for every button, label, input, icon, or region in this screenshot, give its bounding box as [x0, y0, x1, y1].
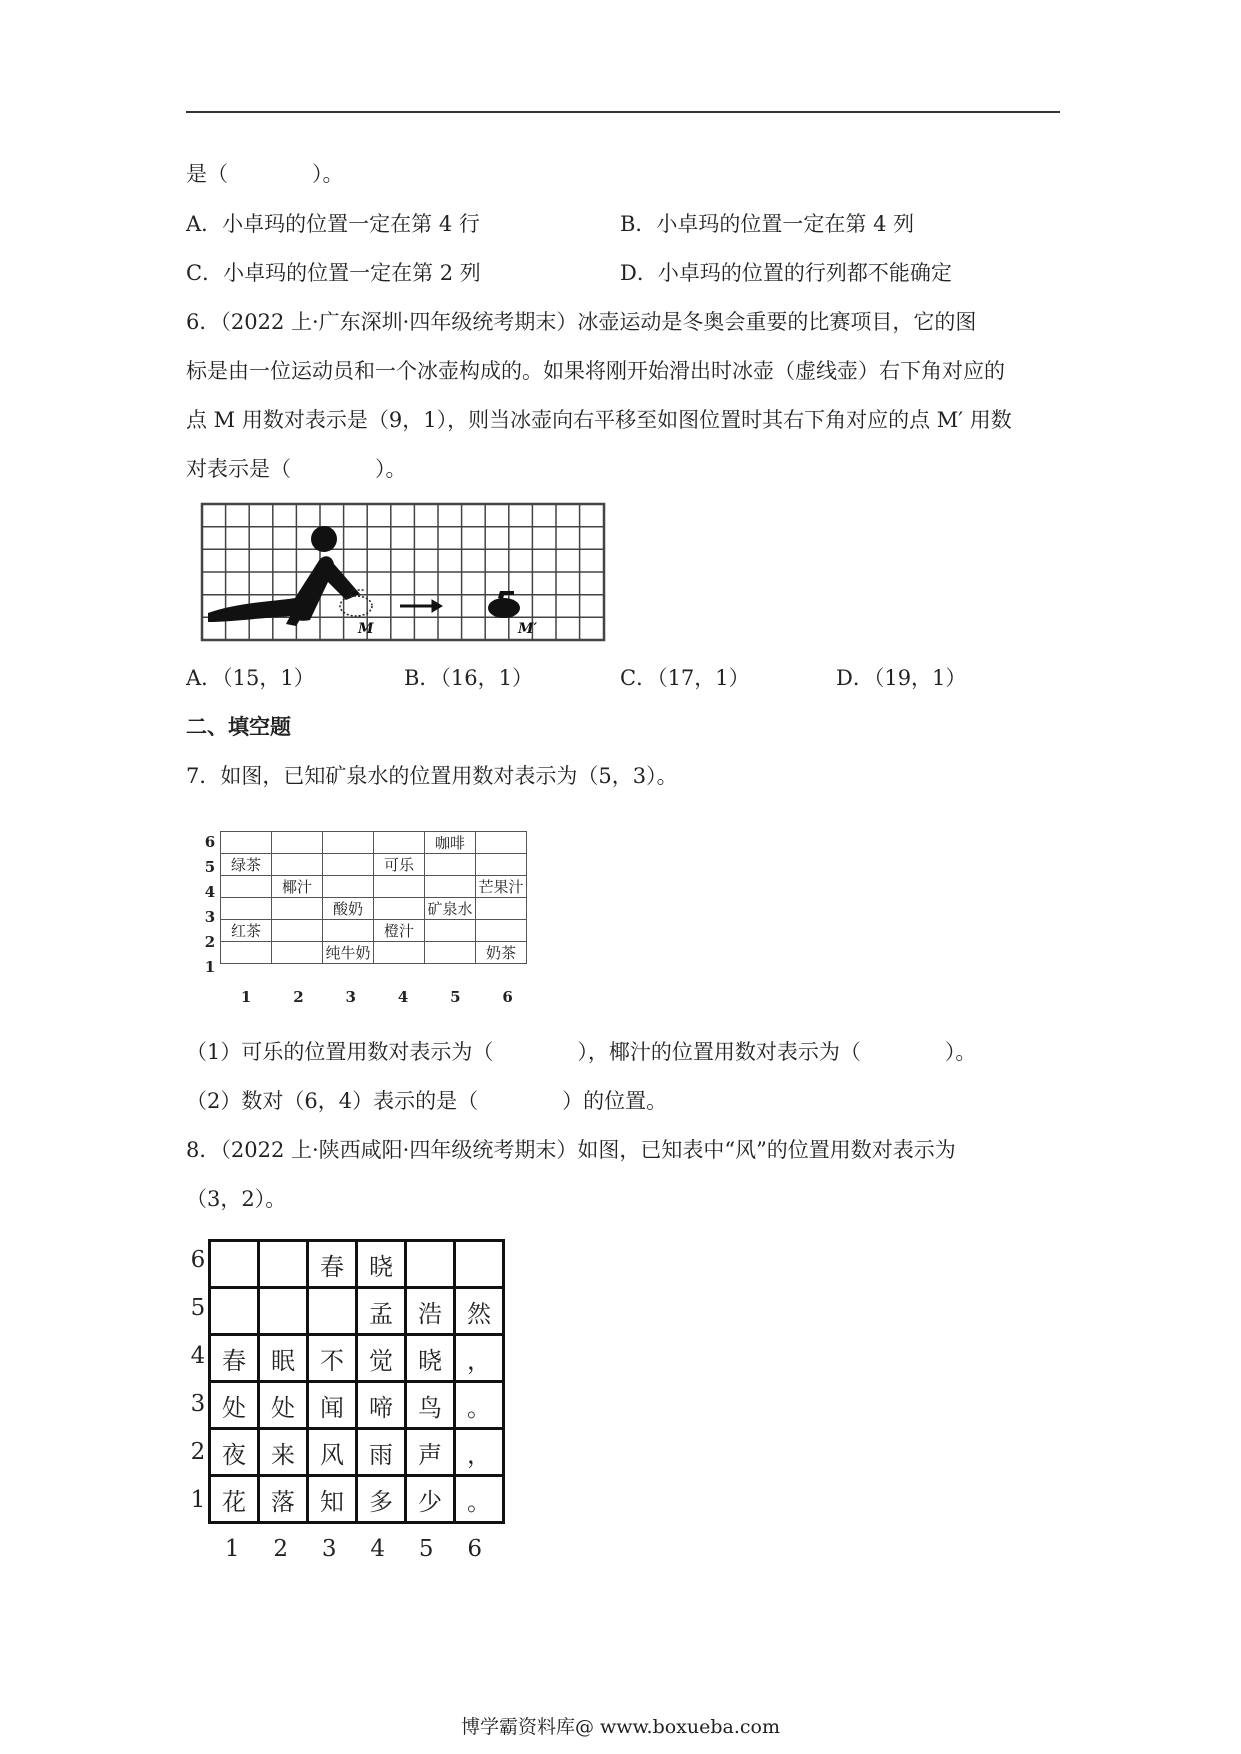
col-label: 1: [224, 1536, 240, 1562]
col-label: 1: [240, 988, 252, 1006]
grid-cell: 浩: [406, 1288, 455, 1335]
grid-cell: 多: [357, 1476, 406, 1523]
header-rule: [186, 111, 1060, 113]
grid-cell: [323, 832, 374, 854]
col-label: 6: [502, 988, 513, 1006]
col-label: 4: [370, 1536, 386, 1562]
grid-cell: [425, 920, 476, 942]
grid-row: [221, 920, 527, 942]
point-m-label: M: [358, 621, 374, 637]
grid-cell: [272, 920, 323, 942]
grid-cell: 晓: [357, 1241, 406, 1288]
grid-row: [210, 1429, 504, 1476]
grid-cell: 鸟: [406, 1382, 455, 1429]
row-label: 5: [204, 858, 216, 876]
col-label: 5: [450, 988, 461, 1006]
grid-cell: 椰汁: [272, 876, 323, 898]
col-label: 3: [321, 1536, 337, 1562]
row-label: 4: [190, 1343, 206, 1369]
grid-cell: 啼: [357, 1382, 406, 1429]
row-label: 2: [204, 933, 216, 951]
row-label: 5: [190, 1295, 206, 1321]
grid-cell: [259, 1288, 308, 1335]
grid-cell: 。: [455, 1476, 504, 1523]
grid-cell: [476, 898, 527, 920]
grid-cell: [323, 854, 374, 876]
q6-line-2: 标是由一位运动员和一个冰壶构成的。如果将刚开始滑出时冰壶（虚线壶）右下角对应的: [186, 359, 1005, 383]
grid-cell: [221, 832, 272, 854]
grid-cell: 红茶: [221, 920, 272, 942]
col-label: 2: [273, 1536, 289, 1562]
grid-cell: [323, 920, 374, 942]
grid-cell: 酸奶: [323, 898, 374, 920]
grid-cell: [323, 876, 374, 898]
grid-cell: ，: [455, 1429, 504, 1476]
q5-option-b[interactable]: B．小卓玛的位置一定在第 4 列: [620, 212, 915, 236]
row-label: 1: [190, 1487, 206, 1513]
q5-option-c[interactable]: C．小卓玛的位置一定在第 2 列: [186, 261, 481, 285]
q7-grid: [220, 831, 527, 964]
q8-line-1: 8．（2022 上·陕西咸阳·四年级统考期末）如图，已知表中“风”的位置用数对表示为: [186, 1138, 956, 1162]
grid-row: [221, 876, 527, 898]
grid-row: [221, 942, 527, 964]
grid-cell: 孟: [357, 1288, 406, 1335]
grid-row: [210, 1382, 504, 1429]
grid-row: [221, 854, 527, 876]
q5-option-a[interactable]: A．小卓玛的位置一定在第 4 行: [186, 212, 480, 236]
q6-line-3: 点 M 用数对表示是（9，1），则当冰壶向右平移至如图位置时其右下角对应的点 M′ 用数: [186, 408, 1012, 432]
grid-cell: [455, 1241, 504, 1288]
q8-grid: [208, 1239, 505, 1524]
grid-cell: [476, 832, 527, 854]
grid-row: [210, 1288, 504, 1335]
q6-line-4: 对表示是（ ）。: [186, 457, 407, 481]
curling-grid: [202, 504, 604, 640]
athlete-icon: [208, 526, 360, 626]
grid-row: [221, 898, 527, 920]
grid-cell: 风: [308, 1429, 357, 1476]
grid-cell: [476, 854, 527, 876]
grid-cell: 然: [455, 1288, 504, 1335]
grid-cell: 纯牛奶: [323, 942, 374, 964]
q7-sub-2: （2）数对（6，4）表示的是（ ）的位置。: [186, 1089, 668, 1113]
section-title: 二、填空题: [186, 715, 291, 739]
row-label: 6: [204, 833, 216, 851]
grid-cell: [221, 876, 272, 898]
q6-option-b[interactable]: B．（16，1）: [404, 666, 534, 690]
grid-cell: 知: [308, 1476, 357, 1523]
grid-cell: 矿泉水: [425, 898, 476, 920]
grid-cell: 橙汁: [374, 920, 425, 942]
q6-option-d[interactable]: D．（19，1）: [836, 666, 967, 690]
row-label: 2: [190, 1439, 206, 1465]
grid-row: [221, 832, 527, 854]
curling-figure: [200, 502, 610, 644]
grid-cell: 芒果汁: [476, 876, 527, 898]
arrow-right-icon: [400, 600, 442, 612]
col-label: 6: [467, 1536, 483, 1562]
row-label: 4: [204, 883, 216, 901]
q6-option-a[interactable]: A．（15，1）: [186, 666, 315, 690]
grid-cell: 少: [406, 1476, 455, 1523]
row-label: 3: [204, 908, 216, 926]
grid-cell: 花: [210, 1476, 259, 1523]
grid-cell: [272, 854, 323, 876]
q6-line-1: 6．（2022 上·广东深圳·四年级统考期末）冰壶运动是冬奥会重要的比赛项目，它的图: [186, 310, 977, 334]
grid-cell: 春: [308, 1241, 357, 1288]
grid-cell: ，: [455, 1335, 504, 1382]
grid-cell: 绿茶: [221, 854, 272, 876]
grid-cell: 可乐: [374, 854, 425, 876]
grid-cell: [406, 1241, 455, 1288]
grid-cell: [221, 898, 272, 920]
grid-cell: [272, 832, 323, 854]
grid-cell: 眠: [259, 1335, 308, 1382]
grid-cell: [308, 1288, 357, 1335]
grid-cell: [374, 898, 425, 920]
grid-cell: 晓: [406, 1335, 455, 1382]
col-label: 4: [397, 988, 409, 1006]
grid-row: [210, 1241, 504, 1288]
grid-cell: 声: [406, 1429, 455, 1476]
grid-cell: [425, 876, 476, 898]
footer-watermark: 博学霸资料库@ www.boxueba.com: [460, 1716, 781, 1738]
grid-cell: [210, 1288, 259, 1335]
q5-tail: 是（ ）。: [186, 162, 344, 186]
grid-cell: 。: [455, 1382, 504, 1429]
grid-cell: 不: [308, 1335, 357, 1382]
grid-cell: 觉: [357, 1335, 406, 1382]
grid-cell: [374, 832, 425, 854]
col-label: 5: [418, 1536, 434, 1562]
grid-cell: 雨: [357, 1429, 406, 1476]
grid-cell: 夜: [210, 1429, 259, 1476]
grid-cell: 来: [259, 1429, 308, 1476]
q7-sub-1: （1）可乐的位置用数对表示为（ ），椰汁的位置用数对表示为（ ）。: [186, 1040, 977, 1064]
col-label: 2: [293, 988, 304, 1006]
row-label: 3: [190, 1391, 206, 1417]
grid-cell: 处: [210, 1382, 259, 1429]
grid-cell: [374, 942, 425, 964]
grid-cell: 咖啡: [425, 832, 476, 854]
grid-cell: [210, 1241, 259, 1288]
grid-cell: [476, 920, 527, 942]
grid-cell: [425, 942, 476, 964]
grid-cell: [425, 854, 476, 876]
grid-cell: 闻: [308, 1382, 357, 1429]
grid-cell: [374, 876, 425, 898]
grid-row: [210, 1335, 504, 1382]
q7-stem: 7．如图，已知矿泉水的位置用数对表示为（5，3）。: [186, 764, 678, 788]
grid-cell: [272, 942, 323, 964]
grid-cell: 奶茶: [476, 942, 527, 964]
col-label: 3: [345, 988, 356, 1006]
q6-option-c[interactable]: C．（17，1）: [620, 666, 750, 690]
row-label: 1: [204, 958, 216, 976]
grid-cell: [272, 898, 323, 920]
q8-line-2: （3，2）。: [186, 1187, 287, 1211]
grid-cell: [221, 942, 272, 964]
grid-cell: 春: [210, 1335, 259, 1382]
grid-cell: [259, 1241, 308, 1288]
row-label: 6: [190, 1247, 206, 1273]
grid-cell: 处: [259, 1382, 308, 1429]
grid-row: [210, 1476, 504, 1523]
point-m-prime-label: M′: [518, 621, 538, 637]
grid-cell: 落: [259, 1476, 308, 1523]
q5-option-d[interactable]: D．小卓玛的位置的行列都不能确定: [620, 261, 952, 285]
